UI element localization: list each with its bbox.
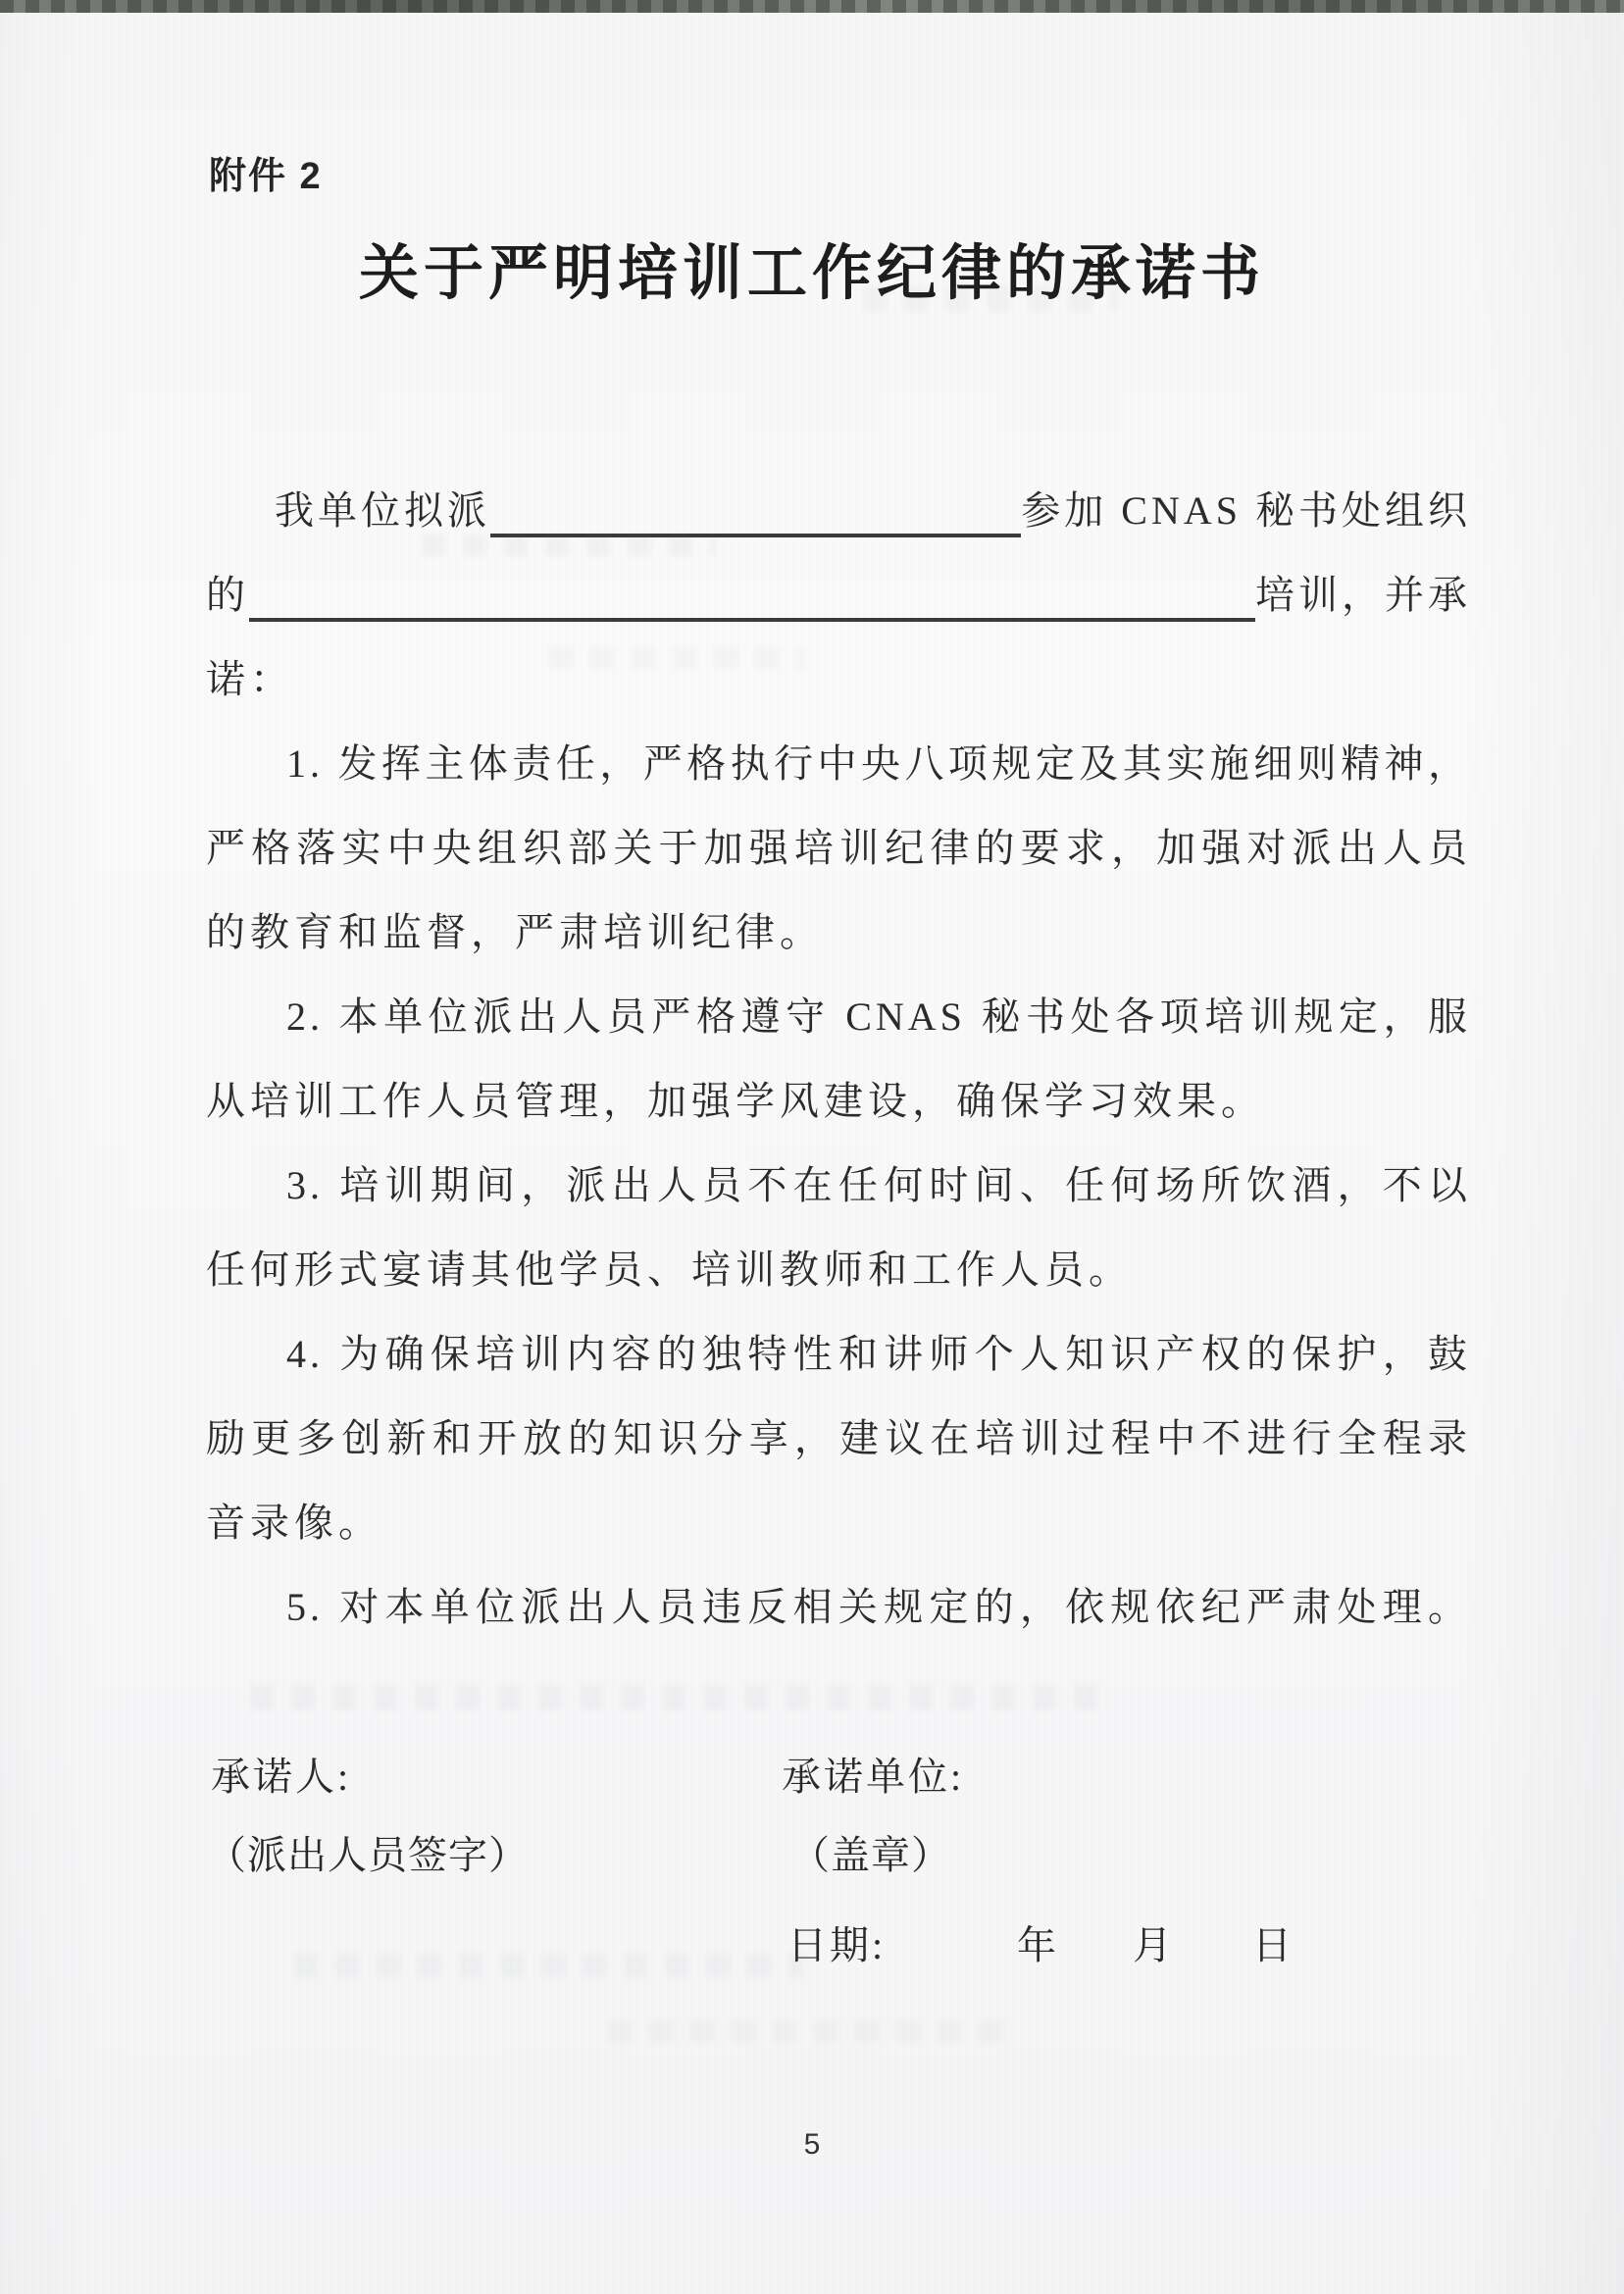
clause-3-line-1: 3. 培训期间，派出人员不在任何时间、任何场所饮酒，不以 xyxy=(286,1163,1471,1207)
intro-line1-pre: 我单位拟派 xyxy=(275,488,490,533)
bleedthrough-artifact xyxy=(294,1954,804,1977)
date-label: 日期: xyxy=(787,1923,887,1967)
clause-2-line-2: 从培训工作人员管理，加强学风建设，确保学习效果。 xyxy=(206,1079,1265,1123)
clause-1-line-2: 严格落实中央组织部关于加强培训纪律的要求，加强对派出人员 xyxy=(206,826,1471,870)
intro-line-2 xyxy=(206,553,1471,637)
promiser-sign-note: （派出人员签字） xyxy=(207,1833,529,1877)
attachment-label: 附件 2 xyxy=(209,156,323,197)
promise-unit-label: 承诺单位: xyxy=(782,1755,965,1799)
intro-line-1 xyxy=(206,469,1471,553)
promiser-label: 承诺人: xyxy=(211,1755,352,1799)
clause-2-line-1: 2. 本单位派出人员严格遵守 CNAS 秘书处各项培训规定，服 xyxy=(286,994,1471,1039)
clause-4-line-2: 励更多创新和开放的知识分享，建议在培训过程中不进行全程录 xyxy=(206,1416,1471,1460)
date-day-label: 日 xyxy=(1252,1923,1294,1967)
intro-line1-post: 参加 CNAS 秘书处组织 xyxy=(1021,488,1471,533)
page-number: 5 xyxy=(803,2128,821,2161)
bleedthrough-artifact xyxy=(250,1685,1113,1710)
clause-1-line-1: 1. 发挥主体责任，严格执行中央八项规定及其实施细则精神， xyxy=(286,741,1471,786)
intro-line2-post: 培训，并承 xyxy=(1255,573,1471,617)
paragraph-indent xyxy=(206,469,275,553)
bleedthrough-artifact xyxy=(608,2020,1020,2042)
date-month-label: 月 xyxy=(1133,1923,1175,1967)
scan-edge-artifact xyxy=(0,0,1624,13)
fill-in-blank-course-name xyxy=(249,618,1255,622)
date-year-label: 年 xyxy=(1017,1923,1059,1967)
clause-4-line-3: 音录像。 xyxy=(206,1501,382,1545)
clause-4-line-1: 4. 为确保培训内容的独特性和讲师个人知识产权的保护，鼓 xyxy=(286,1332,1471,1376)
intro-line-3: 诺： xyxy=(206,657,294,701)
clause-5-line-1: 5. 对本单位派出人员违反相关规定的，依规依纪严肃处理。 xyxy=(286,1585,1471,1629)
page-title: 关于严明培训工作纪律的承诺书 xyxy=(358,241,1265,307)
fill-in-blank-trainee-names xyxy=(490,534,1021,537)
clause-3-line-2: 任何形式宴请其他学员、培训教师和工作人员。 xyxy=(206,1248,1133,1292)
intro-line2-pre: 的 xyxy=(206,573,249,617)
unit-seal-note: （盖章） xyxy=(790,1833,951,1877)
clause-1-line-3: 的教育和监督，严肃培训纪律。 xyxy=(206,910,824,954)
document-body xyxy=(206,469,1471,1650)
